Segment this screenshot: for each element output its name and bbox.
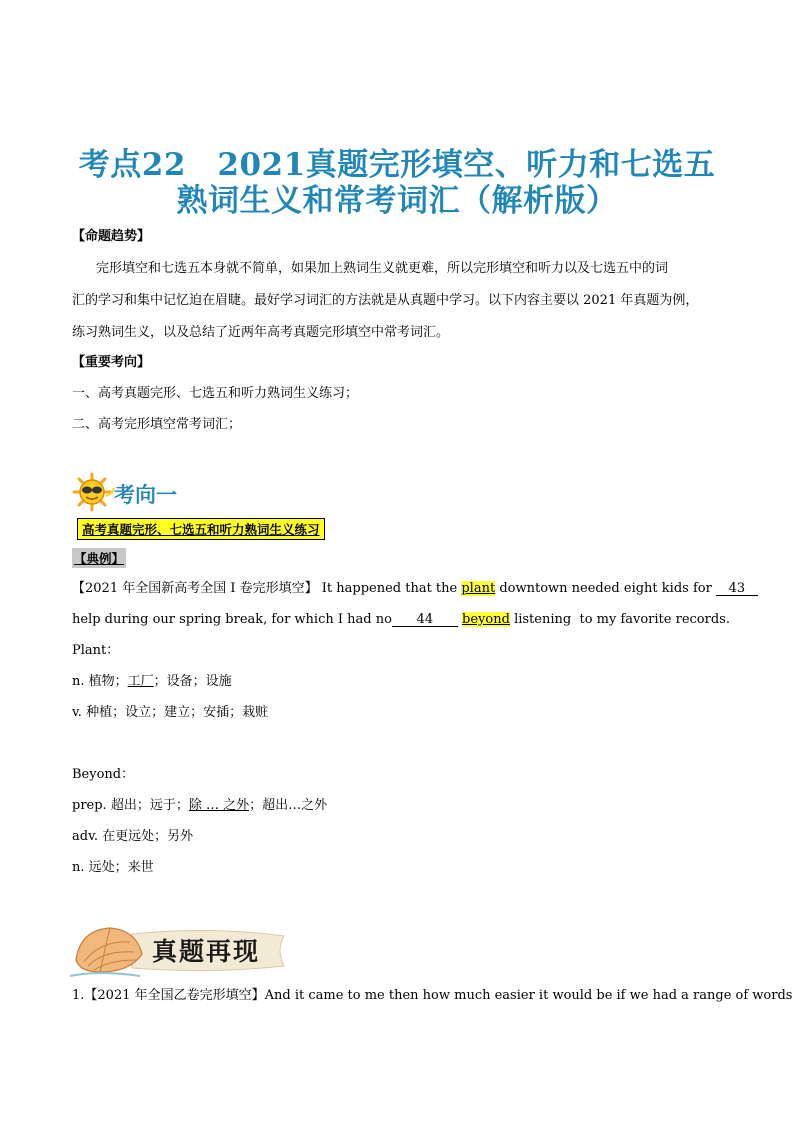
trend-paragraph-line3: 练习熟词生义，以及总结了近两年高考真题完形填空中常考词汇。 <box>72 325 450 340</box>
plant-noun-post: ；设备；设施 <box>153 674 232 689</box>
banner-label: 真题再现 <box>152 937 261 966</box>
sun-sunglasses-icon <box>72 472 116 512</box>
beyond-prep-post: ；超出…之外 <box>249 798 328 813</box>
beyond-prep-pre: prep. 超出；远于； <box>72 798 189 813</box>
section-header <box>72 472 272 512</box>
beyond-prep <box>72 799 327 812</box>
question-text: And it came to me then how much easier it would be if we had a range of words <box>264 988 793 1003</box>
blank-44: 44 <box>392 613 458 627</box>
question-number: 1. <box>72 988 85 1003</box>
example-line2 <box>72 613 730 627</box>
plant-noun <box>72 675 232 688</box>
blank-43: 43 <box>716 582 758 596</box>
example-text-c: help during our spring break, for which I had no <box>72 612 392 627</box>
question-1 <box>72 989 792 1002</box>
real-exam-banner <box>70 920 290 982</box>
trend-paragraph-line2: 汇的学习和集中记忆迫在眉睫。最好学习词汇的方法就是从真题中学习。以下内容主要以 2021 年真题为例， <box>72 293 699 308</box>
plant-verb: v. 种植；设立；建立；安插；栽赃 <box>72 705 269 720</box>
page-title-line2: 熟词生义和常考词汇（解析版） <box>176 183 618 219</box>
example-text-b: downtown needed eight kids for <box>495 581 716 596</box>
direction-item-2: 二、高考完形填空常考词汇； <box>72 417 242 432</box>
plant-noun-pre: n. 植物； <box>72 674 128 689</box>
beyond-heading: Beyond： <box>72 767 135 782</box>
example-tag: 【典例】 <box>72 548 126 568</box>
plant-noun-underlined: 工厂 <box>127 674 154 689</box>
direction-item-1: 一、高考真题完形、七选五和听力熟词生义练习； <box>72 386 359 401</box>
example-line1 <box>72 582 758 596</box>
direction-heading: 【重要考向】 <box>72 355 151 370</box>
trend-heading: 【命题趋势】 <box>72 229 151 244</box>
beyond-adverb: adv. 在更远处；另外 <box>72 829 194 844</box>
trend-paragraph-line1: 完形填空和七选五本身就不简单，如果加上熟词生义就更难，所以完形填空和听力以及七选五中的词 <box>96 261 669 276</box>
beyond-prep-underlined: 除 … 之外 <box>188 798 250 813</box>
section-subtitle-bar: 高考真题完形、七选五和听力熟词生义练习 <box>77 518 325 540</box>
example-text-a: It happened that the <box>317 581 462 596</box>
plant-heading: Plant： <box>72 643 120 658</box>
question-source: 【2021 年全国乙卷完形填空】 <box>84 988 265 1003</box>
beyond-noun: n. 远处；来世 <box>72 860 154 875</box>
example-source: 【2021 年全国新高考全国 I 卷完形填空】 <box>72 581 318 596</box>
highlight-word-beyond: beyond <box>462 612 510 627</box>
highlight-word-plant: plant <box>461 581 496 596</box>
example-text-d: listening to my favorite records. <box>509 612 730 627</box>
page-title-line1: 考点22 2021真题完形填空、听力和七选五 <box>78 147 716 183</box>
section-label: 考向一 <box>114 483 177 507</box>
